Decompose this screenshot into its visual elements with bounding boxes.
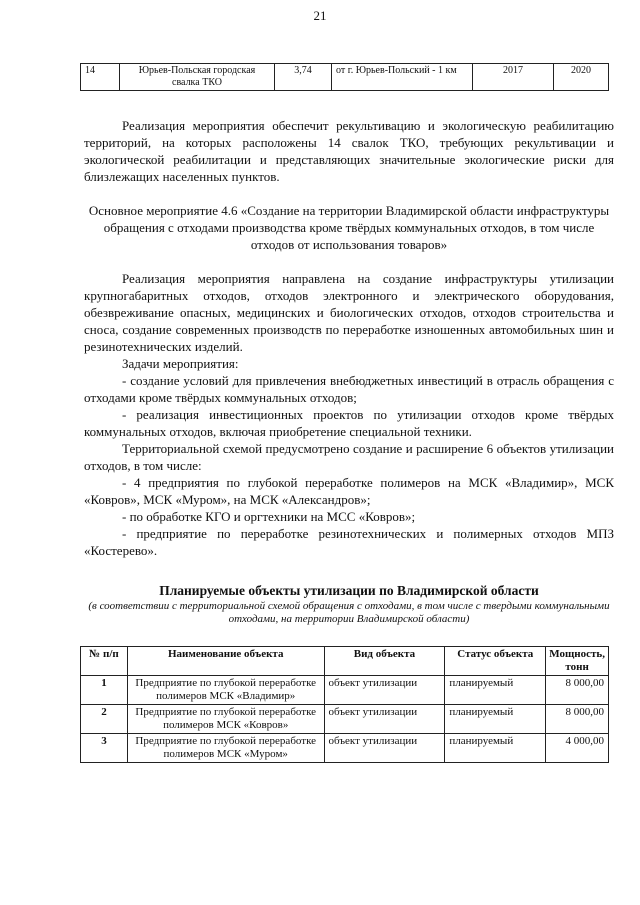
tasks-title: Задачи мероприятия:: [122, 356, 239, 371]
object-name: Предприятие по глубокой переработке полимеров МСК «Владимир»: [127, 676, 324, 705]
header-name: Наименование объекта: [127, 647, 324, 676]
paragraph-infrastructure: Реализация мероприятия направлена на создание инфраструктуры утилизации крупногабаритных отходов, отходов электронного и электрического оборудования, обезвреживание опасных, медицинских и биологических отходов, отходов строительства и сноса, создание современных производств по переработке изношенных автомобильных шин и резинотехнических изделий.: [84, 271, 614, 354]
landfill-table: [80, 63, 609, 91]
object-status: планируемый: [445, 676, 546, 705]
paragraph-recultivation: Реализация мероприятия обеспечит рекультивацию и экологическую реабилитацию территорий, на которых расположены 14 свалок ТКО, требующих рекультивации и экологической реабилитации и представляющих значительные экологические риски для близлежащих населенных пунктов.: [84, 118, 614, 184]
table-header-row: [81, 647, 609, 676]
landfill-location: от г. Юрьев-Польский - 1 км: [332, 64, 473, 91]
object-power: 4 000,00: [546, 734, 609, 763]
object-power: 8 000,00: [546, 705, 609, 734]
header-power: Мощность, тонн: [546, 647, 609, 676]
table-row: [81, 64, 609, 91]
page-number: 21: [313, 8, 327, 23]
scheme-item: - 4 предприятия по глубокой переработке полимеров на МСК «Владимир», МСК «Ковров», МСК «Муром», на МСК «Александров»;: [84, 475, 614, 507]
scheme-item: - предприятие по переработке резинотехнических и полимерных отходов МПЗ «Костерево».: [84, 526, 614, 558]
object-status: планируемый: [445, 705, 546, 734]
object-num: 3: [81, 734, 128, 763]
scheme-paragraph: Территориальной схемой предусмотрено создание и расширение 6 объектов утилизации отходов, в том числе:: [84, 441, 614, 473]
task-item: - создание условий для привлечения внебюджетных инвестиций в отрасль обращения с отходами кроме твёрдых коммунальных отходов;: [84, 373, 614, 405]
object-status: планируемый: [445, 734, 546, 763]
objects-title: Планируемые объекты утилизации по Владимирской области: [159, 583, 539, 598]
header-num: № п/п: [81, 647, 128, 676]
objects-note: (в соответствии с территориальной схемой обращения с отходами, в том числе с твердыми коммунальными отходами, на территории Владимирской области): [88, 600, 610, 625]
object-type: объект утилизации: [324, 705, 445, 734]
object-num: 1: [81, 676, 128, 705]
start-year: 2017: [473, 64, 554, 91]
section-heading-4-6: Основное мероприятие 4.6 «Создание на территории Владимирской области инфраструктуры обращения с отходами производства кроме твёрдых коммунальных отходов, в том числе отходов от использования товаров»: [88, 203, 610, 252]
landfill-area: 3,74: [275, 64, 332, 91]
object-name: Предприятие по глубокой переработке полимеров МСК «Ковров»: [127, 705, 324, 734]
object-power: 8 000,00: [546, 676, 609, 705]
object-num: 2: [81, 705, 128, 734]
task-item: - реализация инвестиционных проектов по утилизации отходов кроме твёрдых коммунальных отходов, включая приобретение специальной техники.: [84, 407, 614, 439]
object-type: объект утилизации: [324, 676, 445, 705]
landfill-name: Юрьев-Польская городская свалка ТКО: [120, 64, 275, 91]
scheme-item: - по обработке КГО и оргтехники на МСС «Ковров»;: [122, 509, 416, 524]
table-row: [81, 734, 609, 763]
table-row: [81, 705, 609, 734]
table-row: [81, 676, 609, 705]
row-number: 14: [81, 64, 120, 91]
object-type: объект утилизации: [324, 734, 445, 763]
header-status: Статус объекта: [445, 647, 546, 676]
header-type: Вид объекта: [324, 647, 445, 676]
end-year: 2020: [554, 64, 609, 91]
planned-objects-table: [80, 646, 609, 763]
object-name: Предприятие по глубокой переработке полимеров МСК «Муром»: [127, 734, 324, 763]
